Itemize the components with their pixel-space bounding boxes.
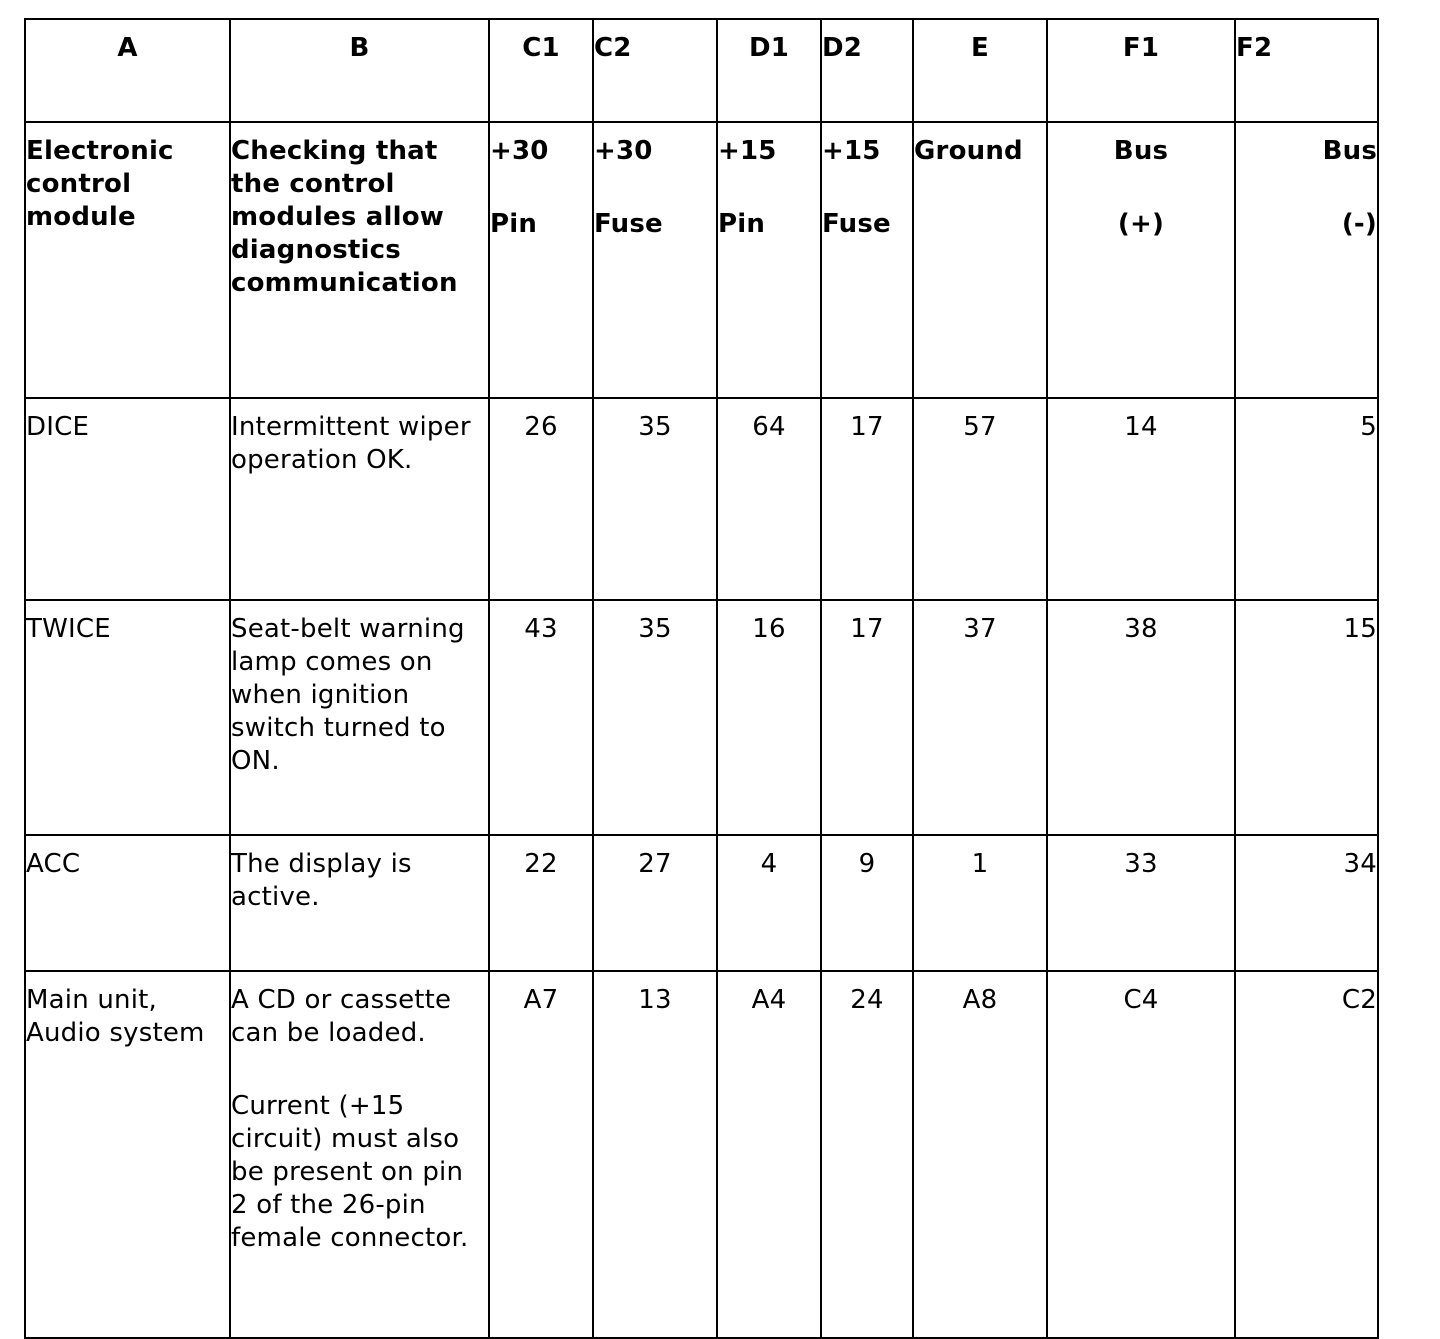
col-letter-f1: F1 bbox=[1047, 19, 1235, 122]
header-module: Electronic control module bbox=[25, 122, 230, 398]
cell-module: Main unit, Audio system bbox=[25, 971, 230, 1338]
header-d1 bbox=[717, 122, 821, 398]
header-f2-line2: (-) bbox=[1341, 209, 1377, 239]
table-row-main-unit bbox=[25, 971, 1378, 1338]
header-d2-line1: +15 bbox=[822, 136, 881, 166]
diagnostics-table bbox=[24, 18, 1379, 1339]
cell-d1: A4 bbox=[717, 971, 821, 1338]
cell-module: ACC bbox=[25, 835, 230, 971]
header-f2-line1: Bus bbox=[1322, 136, 1377, 166]
cell-f2: 5 bbox=[1235, 398, 1378, 600]
col-letter-d2: D2 bbox=[821, 19, 913, 122]
cell-e: 1 bbox=[913, 835, 1047, 971]
cell-e: A8 bbox=[913, 971, 1047, 1338]
check-paragraph-2: Current (+15 circuit) must also be present on pin 2 of the 26-pin female connector. bbox=[231, 1091, 469, 1253]
cell-check: The display is active. bbox=[230, 835, 489, 971]
cell-module: TWICE bbox=[25, 600, 230, 835]
cell-c2: 35 bbox=[593, 398, 717, 600]
header-d2-line2: Fuse bbox=[822, 209, 891, 239]
col-letter-c1: C1 bbox=[489, 19, 593, 122]
cell-e: 57 bbox=[913, 398, 1047, 600]
column-header-row bbox=[25, 122, 1378, 398]
cell-check: Seat-belt warning lamp comes on when ignition switch turned to ON. bbox=[230, 600, 489, 835]
col-letter-d1: D1 bbox=[717, 19, 821, 122]
cell-d2: 17 bbox=[821, 600, 913, 835]
header-c1-line1: +30 bbox=[490, 136, 549, 166]
cell-c2: 13 bbox=[593, 971, 717, 1338]
col-letter-a: A bbox=[25, 19, 230, 122]
cell-f1: C4 bbox=[1047, 971, 1235, 1338]
header-f1-line1: Bus bbox=[1113, 136, 1169, 166]
cell-f1: 38 bbox=[1047, 600, 1235, 835]
header-f1 bbox=[1047, 122, 1235, 398]
header-c1-line2: Pin bbox=[490, 209, 538, 239]
table-row-dice bbox=[25, 398, 1378, 600]
cell-d1: 16 bbox=[717, 600, 821, 835]
header-c2-line2: Fuse bbox=[594, 209, 663, 239]
cell-f1: 33 bbox=[1047, 835, 1235, 971]
cell-f2: 34 bbox=[1235, 835, 1378, 971]
header-d1-line1: +15 bbox=[718, 136, 777, 166]
col-letter-c2: C2 bbox=[593, 19, 717, 122]
header-f2 bbox=[1235, 122, 1378, 398]
cell-f2: 15 bbox=[1235, 600, 1378, 835]
col-letter-f2: F2 bbox=[1235, 19, 1378, 122]
cell-f2: C2 bbox=[1235, 971, 1378, 1338]
cell-d2: 17 bbox=[821, 398, 913, 600]
cell-d2: 9 bbox=[821, 835, 913, 971]
check-paragraph-1: A CD or cassette can be loaded. bbox=[231, 985, 452, 1048]
header-ground: Ground bbox=[913, 122, 1047, 398]
cell-c2: 27 bbox=[593, 835, 717, 971]
header-d2 bbox=[821, 122, 913, 398]
table-row-acc bbox=[25, 835, 1378, 971]
cell-d2: 24 bbox=[821, 971, 913, 1338]
table-row-twice bbox=[25, 600, 1378, 835]
header-d1-line2: Pin bbox=[718, 209, 766, 239]
cell-c1: A7 bbox=[489, 971, 593, 1338]
header-c2 bbox=[593, 122, 717, 398]
cell-f1: 14 bbox=[1047, 398, 1235, 600]
header-f1-line2: (+) bbox=[1117, 209, 1165, 239]
cell-module: DICE bbox=[25, 398, 230, 600]
cell-c1: 22 bbox=[489, 835, 593, 971]
cell-check: Intermittent wiper operation OK. bbox=[230, 398, 489, 600]
col-letter-e: E bbox=[913, 19, 1047, 122]
cell-e: 37 bbox=[913, 600, 1047, 835]
column-letters-row bbox=[25, 19, 1378, 122]
header-check: Checking that the control modules allow diagnostics communication bbox=[230, 122, 489, 398]
cell-c1: 43 bbox=[489, 600, 593, 835]
header-c2-line1: +30 bbox=[594, 136, 653, 166]
cell-c2: 35 bbox=[593, 600, 717, 835]
cell-d1: 64 bbox=[717, 398, 821, 600]
col-letter-b: B bbox=[230, 19, 489, 122]
header-c1 bbox=[489, 122, 593, 398]
cell-check bbox=[230, 971, 489, 1338]
cell-d1: 4 bbox=[717, 835, 821, 971]
cell-c1: 26 bbox=[489, 398, 593, 600]
